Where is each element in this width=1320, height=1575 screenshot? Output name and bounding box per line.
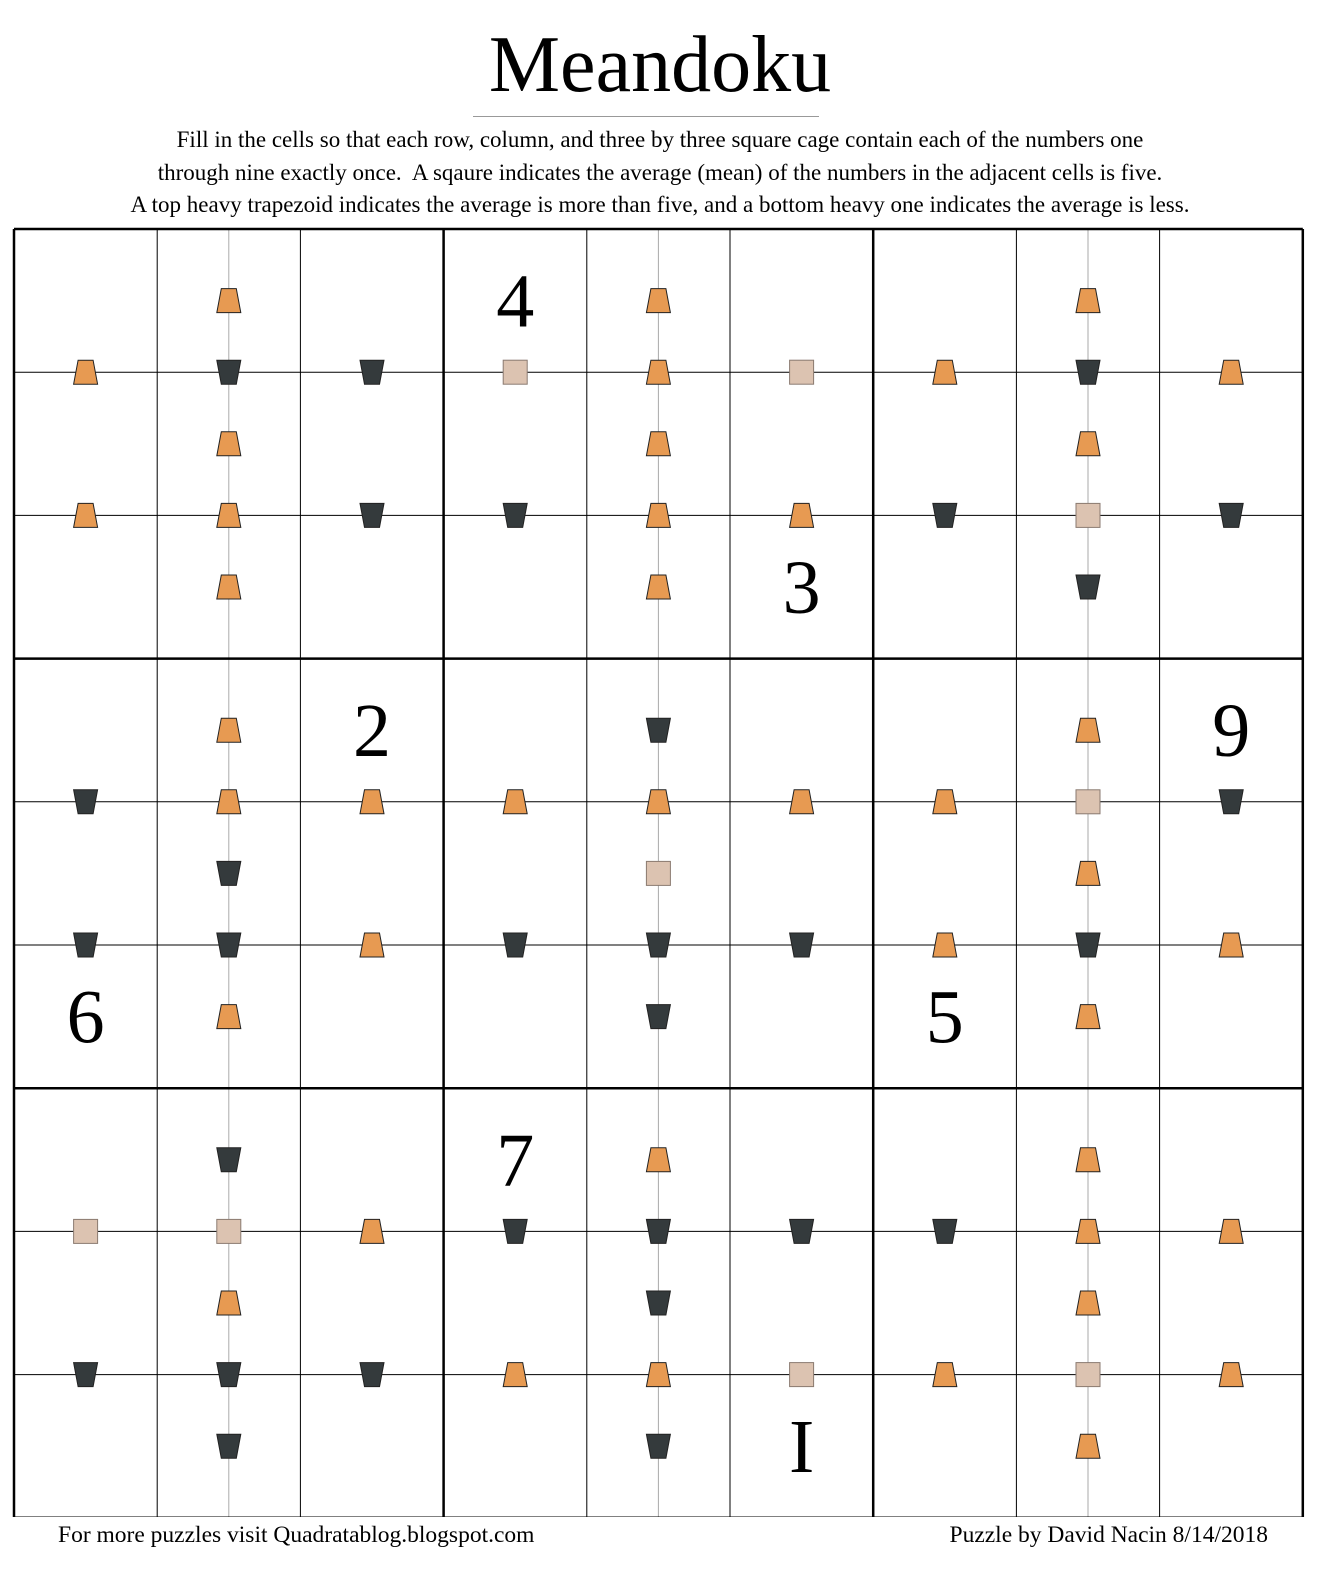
mean-more-trapezoid bbox=[360, 790, 384, 814]
mean-less-trapezoid bbox=[646, 1291, 670, 1315]
mean-less-trapezoid bbox=[646, 1219, 670, 1243]
grid-cell[interactable] bbox=[1160, 945, 1303, 1088]
grid-cell[interactable] bbox=[1160, 515, 1303, 658]
mean-more-trapezoid bbox=[933, 933, 957, 957]
mean-less-trapezoid bbox=[646, 718, 670, 742]
grid-cell[interactable] bbox=[730, 802, 873, 945]
grid-cell[interactable] bbox=[873, 659, 1016, 802]
mean-less-trapezoid bbox=[360, 1363, 384, 1387]
mean-more-trapezoid bbox=[360, 933, 384, 957]
mean-less-trapezoid bbox=[217, 1434, 241, 1458]
grid-cell[interactable] bbox=[14, 1088, 157, 1231]
given-digit: 3 bbox=[782, 546, 821, 630]
mean-equal-square bbox=[74, 1219, 98, 1243]
mean-less-trapezoid bbox=[217, 861, 241, 885]
mean-less-trapezoid bbox=[790, 933, 814, 957]
mean-equal-square bbox=[790, 1363, 814, 1387]
grid-cell[interactable] bbox=[873, 229, 1016, 372]
mean-more-trapezoid bbox=[646, 503, 670, 527]
mean-more-trapezoid bbox=[74, 360, 98, 384]
mean-less-trapezoid bbox=[217, 933, 241, 957]
mean-more-trapezoid bbox=[646, 575, 670, 599]
grid-cell[interactable] bbox=[444, 1231, 587, 1374]
grid-cell[interactable] bbox=[873, 1231, 1016, 1374]
mean-more-trapezoid bbox=[360, 1219, 384, 1243]
mean-less-trapezoid bbox=[74, 1363, 98, 1387]
mean-less-trapezoid bbox=[646, 1005, 670, 1029]
grid-cell[interactable] bbox=[14, 802, 157, 945]
grid-cell[interactable] bbox=[300, 945, 443, 1088]
puzzle-board[interactable] bbox=[12, 227, 1308, 1517]
grid-cell[interactable] bbox=[300, 802, 443, 945]
mean-equal-square bbox=[217, 1219, 241, 1243]
grid-cell[interactable] bbox=[730, 1088, 873, 1231]
grid-cell[interactable] bbox=[300, 1375, 443, 1517]
mean-equal-square bbox=[1076, 790, 1100, 814]
grid-cell[interactable] bbox=[730, 372, 873, 515]
mean-more-trapezoid bbox=[646, 289, 670, 313]
given-digit: 6 bbox=[66, 975, 105, 1060]
mean-more-trapezoid bbox=[1219, 1363, 1243, 1387]
grid-cell[interactable] bbox=[1160, 1231, 1303, 1374]
mean-more-trapezoid bbox=[1219, 360, 1243, 384]
mean-more-trapezoid bbox=[217, 1291, 241, 1315]
mean-less-trapezoid bbox=[503, 933, 527, 957]
grid-cell[interactable] bbox=[300, 372, 443, 515]
grid-cell[interactable] bbox=[1160, 1375, 1303, 1517]
mean-more-trapezoid bbox=[646, 360, 670, 384]
mean-more-trapezoid bbox=[646, 790, 670, 814]
grid-cell[interactable] bbox=[730, 1231, 873, 1374]
mean-more-trapezoid bbox=[217, 575, 241, 599]
mean-more-trapezoid bbox=[1219, 933, 1243, 957]
mean-less-trapezoid bbox=[217, 1363, 241, 1387]
mean-equal-square bbox=[503, 360, 527, 384]
mean-more-trapezoid bbox=[1076, 861, 1100, 885]
mean-more-trapezoid bbox=[1076, 1005, 1100, 1029]
grid-cell[interactable] bbox=[730, 945, 873, 1088]
grid-cell[interactable] bbox=[873, 372, 1016, 515]
grid-cell[interactable] bbox=[14, 1231, 157, 1374]
mean-less-trapezoid bbox=[360, 503, 384, 527]
mean-more-trapezoid bbox=[217, 790, 241, 814]
title-underline bbox=[473, 116, 819, 117]
given-digit: 4 bbox=[496, 259, 535, 344]
instructions bbox=[0, 124, 1320, 222]
mean-more-trapezoid bbox=[217, 1005, 241, 1029]
given-digit: 7 bbox=[496, 1118, 535, 1203]
given-digit: 5 bbox=[925, 975, 964, 1060]
mean-less-trapezoid bbox=[74, 933, 98, 957]
mean-more-trapezoid bbox=[646, 432, 670, 456]
mean-more-trapezoid bbox=[933, 360, 957, 384]
mean-more-trapezoid bbox=[646, 1363, 670, 1387]
grid-cell[interactable] bbox=[730, 659, 873, 802]
grid-cell[interactable] bbox=[444, 372, 587, 515]
mean-more-trapezoid bbox=[933, 1363, 957, 1387]
mean-less-trapezoid bbox=[503, 503, 527, 527]
grid-cell[interactable] bbox=[300, 229, 443, 372]
mean-more-trapezoid bbox=[790, 503, 814, 527]
mean-less-trapezoid bbox=[646, 933, 670, 957]
mean-more-trapezoid bbox=[1076, 289, 1100, 313]
mean-less-trapezoid bbox=[933, 503, 957, 527]
mean-less-trapezoid bbox=[217, 360, 241, 384]
grid-cell[interactable] bbox=[873, 1088, 1016, 1231]
mean-more-trapezoid bbox=[217, 718, 241, 742]
mean-equal-square bbox=[790, 360, 814, 384]
puzzle-title: Meandoku bbox=[488, 21, 832, 109]
mean-more-trapezoid bbox=[1076, 432, 1100, 456]
mean-equal-square bbox=[1076, 1363, 1100, 1387]
mean-more-trapezoid bbox=[74, 503, 98, 527]
grid-cell[interactable] bbox=[14, 372, 157, 515]
given-digit: 2 bbox=[353, 689, 391, 774]
mean-less-trapezoid bbox=[1076, 360, 1100, 384]
mean-less-trapezoid bbox=[1219, 790, 1243, 814]
mean-less-trapezoid bbox=[217, 1148, 241, 1172]
mean-less-trapezoid bbox=[933, 1219, 957, 1243]
grid-cell[interactable] bbox=[873, 802, 1016, 945]
footer-website-credit: For more puzzles visit Quadratablog.blogspot.com bbox=[58, 1522, 535, 1548]
grid-cell[interactable] bbox=[300, 1088, 443, 1231]
mean-more-trapezoid bbox=[790, 790, 814, 814]
instruction-line: Fill in the cells so that each row, column, and three by three square cage contain each of the numbers one bbox=[176, 127, 1144, 152]
mean-less-trapezoid bbox=[74, 790, 98, 814]
instruction-line: through nine exactly once. A sqaure indicates the average (mean) of the numbers in the adjacent cells is five. bbox=[157, 159, 1163, 185]
footer-author-credit: Puzzle by David Nacin 8/14/2018 bbox=[949, 1522, 1268, 1548]
grid-cell[interactable] bbox=[1160, 1088, 1303, 1231]
mean-more-trapezoid bbox=[217, 503, 241, 527]
mean-less-trapezoid bbox=[503, 1219, 527, 1243]
grid-cell[interactable] bbox=[14, 229, 157, 372]
grid-cell[interactable] bbox=[873, 515, 1016, 658]
grid-cell[interactable] bbox=[300, 1231, 443, 1374]
mean-more-trapezoid bbox=[503, 1363, 527, 1387]
grid-cell[interactable] bbox=[873, 1375, 1016, 1517]
mean-more-trapezoid bbox=[1076, 718, 1100, 742]
grid-cell[interactable] bbox=[1160, 802, 1303, 945]
mean-less-trapezoid bbox=[1076, 933, 1100, 957]
mean-more-trapezoid bbox=[1076, 1291, 1100, 1315]
mean-equal-square bbox=[646, 861, 670, 885]
mean-less-trapezoid bbox=[1219, 503, 1243, 527]
instruction-line: A top heavy trapezoid indicates the average is more than five, and a bottom heavy one indicates the average is less. bbox=[130, 192, 1190, 217]
grid-cell[interactable] bbox=[444, 945, 587, 1088]
mean-more-trapezoid bbox=[217, 432, 241, 456]
mean-more-trapezoid bbox=[646, 1148, 670, 1172]
mean-equal-square bbox=[1076, 503, 1100, 527]
mean-less-trapezoid bbox=[790, 1219, 814, 1243]
mean-more-trapezoid bbox=[1076, 1148, 1100, 1172]
mean-more-trapezoid bbox=[1076, 1219, 1100, 1243]
grid-cell[interactable] bbox=[730, 229, 873, 372]
grid-cell[interactable] bbox=[300, 515, 443, 658]
grid-cell[interactable] bbox=[14, 515, 157, 658]
grid-cell[interactable] bbox=[444, 1375, 587, 1517]
grid-cell[interactable] bbox=[14, 659, 157, 802]
given-digit: 9 bbox=[1212, 689, 1251, 774]
given-digit: I bbox=[788, 1405, 815, 1490]
grid-cell[interactable] bbox=[444, 802, 587, 945]
grid-cell[interactable] bbox=[1160, 229, 1303, 372]
mean-less-trapezoid bbox=[646, 1434, 670, 1458]
mean-more-trapezoid bbox=[933, 790, 957, 814]
grid-cell[interactable] bbox=[444, 659, 587, 802]
mean-more-trapezoid bbox=[503, 790, 527, 814]
mean-less-trapezoid bbox=[1076, 575, 1100, 599]
mean-more-trapezoid bbox=[1219, 1219, 1243, 1243]
grid-cell[interactable] bbox=[1160, 372, 1303, 515]
grid-cell[interactable] bbox=[444, 515, 587, 658]
grid-cell[interactable] bbox=[14, 1375, 157, 1517]
mean-more-trapezoid bbox=[217, 289, 241, 313]
mean-less-trapezoid bbox=[360, 360, 384, 384]
mean-more-trapezoid bbox=[1076, 1434, 1100, 1458]
